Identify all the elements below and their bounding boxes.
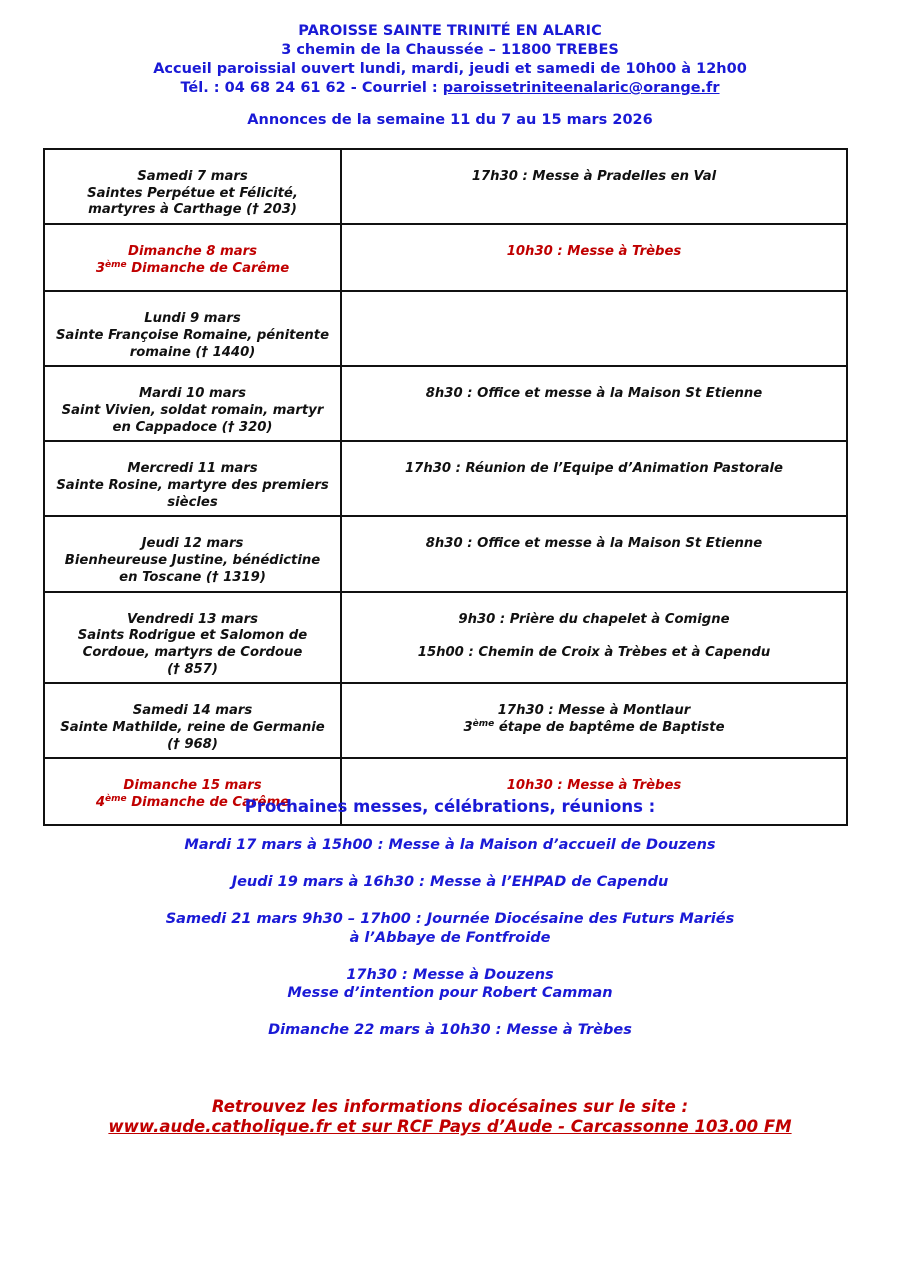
saint-line: Saint Vivien, soldat romain, martyr: [61, 402, 324, 418]
saint-line: Sainte Rosine, martyre des premiers: [56, 478, 329, 494]
upcoming-item: [0, 873, 900, 892]
event-line: 10h30 : Messe à Trèbes: [506, 778, 682, 794]
saint-line: martyres à Carthage († 203): [88, 202, 297, 218]
day-cell: [44, 149, 341, 224]
saint-line: romaine († 1440): [129, 344, 256, 360]
day-label: Vendredi 13 mars: [127, 611, 258, 627]
events-cell: [341, 224, 847, 291]
upcoming-item: [0, 836, 900, 855]
saint-line: siècles: [167, 494, 218, 510]
events-cell: [341, 291, 847, 366]
day-cell: [44, 592, 341, 684]
saint-line: († 968): [167, 736, 218, 752]
sunday-number: 3: [95, 260, 106, 276]
day-label: Samedi 7 mars: [137, 169, 248, 184]
event-line: 9h30 : Prière du chapelet à Comigne: [458, 611, 730, 627]
saint-line: († 857): [167, 661, 218, 677]
day-label: Dimanche 15 mars: [123, 778, 262, 794]
day-label: Lundi 9 mars: [144, 311, 241, 327]
schedule-row: [44, 441, 847, 516]
footer-link[interactable]: www.aude.catholique.fr et sur RCF Pays d’Aude - Carcassonne 103.00 FM: [108, 1117, 792, 1136]
event-line: 17h30 : Réunion de l’Equipe d’Animation Pastorale: [404, 461, 784, 477]
step-number: 3: [463, 720, 473, 736]
event-line: 8h30 : Office et messe à la Maison St Etienne: [425, 536, 763, 552]
contact-line: [0, 79, 900, 98]
schedule-row: [44, 592, 847, 684]
event-line: 8h30 : Office et messe à la Maison St Etienne: [425, 386, 763, 402]
event-gap: [348, 628, 840, 645]
announcements-title: Annonces de la semaine 11 du 7 au 15 mars 2026: [247, 112, 653, 128]
day-cell: [44, 683, 341, 758]
event-line: 15h00 : Chemin de Croix à Trèbes et à Capendu: [417, 644, 771, 660]
events-cell: [341, 366, 847, 441]
upcoming-item: [0, 910, 900, 947]
sunday-ordinal: ème: [105, 259, 127, 270]
day-label: Mercredi 11 mars: [127, 461, 258, 477]
schedule-row: [44, 291, 847, 366]
phone-text: Tél. : 04 68 24 61 62 - Courriel :: [180, 80, 443, 96]
event-line: [348, 720, 840, 737]
office-hours: Accueil paroissial ouvert lundi, mardi, jeudi et samedi de 10h00 à 12h00: [153, 61, 747, 77]
day-cell: [44, 516, 341, 591]
day-cell: [44, 366, 341, 441]
upcoming-line: 17h30 : Messe à Douzens: [346, 966, 554, 983]
saint-line: en Cappadoce († 320): [112, 419, 273, 435]
day-label: Jeudi 12 mars: [141, 536, 244, 552]
saint-line: Sainte Mathilde, reine de Germanie: [60, 720, 325, 736]
events-cell: [341, 683, 847, 758]
upcoming-list: [0, 836, 900, 1040]
schedule-row: [44, 683, 847, 758]
saint-line: en Toscane († 1319): [119, 569, 266, 585]
upcoming-title: Prochaines messes, célébrations, réunions :: [244, 797, 656, 816]
saint-line: Saints Rodrigue et Salomon de: [77, 628, 308, 644]
sunday-ordinal: ème: [105, 794, 127, 805]
events-cell: [341, 149, 847, 224]
parish-address: 3 chemin de la Chaussée – 11800 TREBES: [281, 42, 619, 58]
day-cell: [44, 291, 341, 366]
email-link[interactable]: paroissetriniteenalaric@orange.fr: [442, 80, 720, 96]
sunday-label: [51, 261, 334, 278]
schedule-row: [44, 366, 847, 441]
sunday-number: 4: [95, 795, 106, 811]
day-cell: [44, 441, 341, 516]
upcoming-line: Mardi 17 mars à 15h00 : Messe à la Maison d’accueil de Douzens: [184, 837, 716, 853]
events-cell: [341, 516, 847, 591]
parish-header: [0, 22, 900, 98]
events-cell: [341, 441, 847, 516]
events-cell: [341, 592, 847, 684]
step-ordinal: ème: [472, 719, 495, 730]
saint-line: Cordoue, martyrs de Cordoue: [82, 644, 303, 660]
day-label: Dimanche 8 mars: [128, 244, 257, 260]
saint-line: Sainte Françoise Romaine, pénitente: [55, 327, 330, 343]
upcoming-line: Messe d’intention pour Robert Camman: [287, 985, 613, 1001]
day-label: Mardi 10 mars: [138, 386, 246, 402]
upcoming-line: à l’Abbaye de Fontfroide: [349, 929, 551, 946]
saint-line: Saintes Perpétue et Félicité,: [87, 185, 298, 201]
schedule-row: [44, 149, 847, 224]
sunday-text: Dimanche de Carême: [126, 795, 290, 811]
day-label: Samedi 14 mars: [132, 703, 253, 719]
upcoming-section: [0, 797, 900, 1058]
day-cell: [44, 224, 341, 291]
upcoming-line: Samedi 21 mars 9h30 – 17h00 : Journée Diocésaine des Futurs Mariés: [165, 911, 735, 927]
saint-line: Bienheureuse Justine, bénédictine: [64, 553, 321, 569]
upcoming-line: Jeudi 19 mars à 16h30 : Messe à l’EHPAD de Capendu: [231, 874, 669, 890]
event-line: 17h30 : Messe à Pradelles en Val: [471, 169, 717, 184]
sunday-text: Dimanche de Carême: [126, 260, 290, 276]
step-text: étape de baptême de Baptiste: [494, 720, 725, 736]
schedule-row: [44, 224, 847, 291]
footer-line-1: Retrouvez les informations diocésaines sur le site :: [211, 1097, 689, 1116]
upcoming-line: Dimanche 22 mars à 10h30 : Messe à Trèbes: [268, 1022, 632, 1038]
event-line: 17h30 : Messe à Montlaur: [497, 703, 691, 719]
upcoming-item: [0, 1021, 900, 1040]
upcoming-item: [0, 966, 900, 1003]
parish-name: PAROISSE SAINTE TRINITÉ EN ALARIC: [298, 23, 602, 39]
event-line: 10h30 : Messe à Trèbes: [506, 244, 682, 260]
footer: [0, 1097, 900, 1137]
schedule-row: [44, 516, 847, 591]
schedule-table: [43, 148, 848, 826]
